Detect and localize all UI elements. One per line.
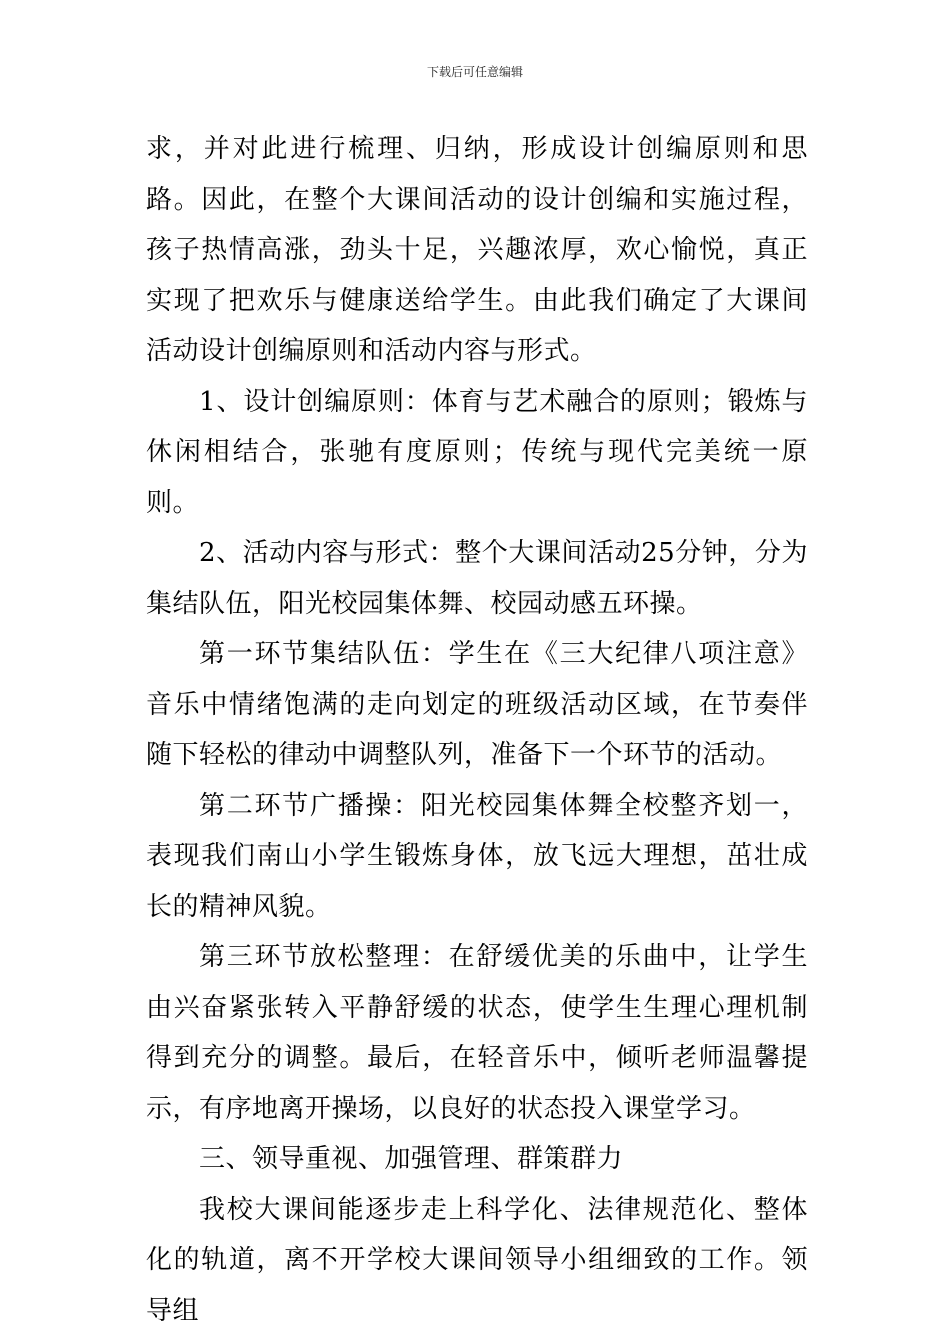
paragraph-continuation: 求，并对此进行梳理、归纳，形成设计创编原则和思路。因此，在整个大课间活动的设计创编和实施过程，孩子热情高涨，劲头十足，兴趣浓厚，欢心愉悦，真正实现了把欢乐与健康送给学生。由此我们确定了大课间活动设计创编原则和活动内容与形式。 bbox=[146, 134, 808, 366]
paragraph-design-principles: 1、设计创编原则：体育与艺术融合的原则；锻炼与休闲相结合，张驰有度原则；传统与现代完美统一原则。 bbox=[146, 386, 808, 518]
page-header: 下载后可任意编辑 bbox=[426, 65, 523, 79]
paragraph-management: 我校大课间能逐步走上科学化、法律规范化、整体化的轨道，离不开学校大课间领导小组细致的工作。领导组 bbox=[146, 1194, 808, 1326]
section-heading: 三、领导重视、加强管理、群策群力 bbox=[199, 1144, 624, 1174]
paragraph-second-segment: 第二环节广播操：阳光校园集体舞全校整齐划一，表现我们南山小学生锻炼身体，放飞远大理想，茁壮成长的精神风貌。 bbox=[146, 790, 808, 922]
document-body bbox=[146, 124, 808, 1336]
paragraph-activity-content: 2、活动内容与形式：整个大课间活动25分钟，分为集结队伍，阳光校园集体舞、校园动感五环操。 bbox=[146, 538, 808, 619]
paragraph-third-segment: 第三环节放松整理：在舒缓优美的乐曲中，让学生由兴奋紧张转入平静舒缓的状态，使学生生理心理机制得到充分的调整。最后，在轻音乐中，倾听老师温馨提示，有序地离开操场，以良好的状态投入课堂学习。 bbox=[146, 942, 808, 1124]
paragraph-first-segment: 第一环节集结队伍：学生在《三大纪律八项注意》音乐中情绪饱满的走向划定的班级活动区域，在节奏伴随下轻松的律动中调整队列，准备下一个环节的活动。 bbox=[146, 639, 808, 770]
